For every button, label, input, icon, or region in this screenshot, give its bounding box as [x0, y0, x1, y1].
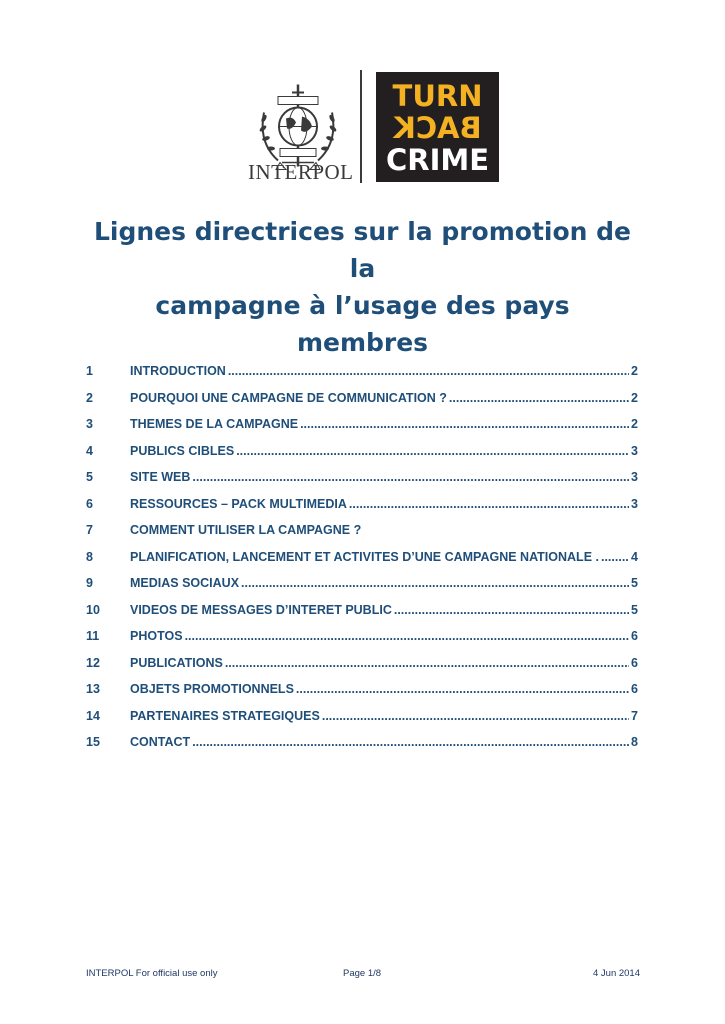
title-line-2: campagne à l’usage des pays membres: [155, 291, 570, 357]
toc-entry-label[interactable]: PUBLICATIONS: [130, 655, 223, 670]
toc-entry-page: 4: [631, 549, 638, 564]
footer-page-number: Page 1/8: [343, 968, 382, 979]
toc-entry-label[interactable]: PUBLICS CIBLES: [130, 443, 235, 458]
toc-entry-label[interactable]: POURQUOI UNE CAMPAGNE DE COMMUNICATION ?: [130, 390, 447, 405]
toc-entry-label[interactable]: CONTACT: [130, 735, 191, 750]
toc-entry-label[interactable]: COMMENT UTILISER LA CAMPAGNE ?: [130, 523, 362, 538]
interpol-wordmark: INTERPOL: [248, 160, 354, 184]
toc-entry-number: 15: [86, 735, 100, 750]
title-line-1: Lignes directrices sur la promotion de la: [93, 217, 632, 283]
logo-area: [248, 70, 500, 185]
toc-entry-label[interactable]: SITE WEB: [130, 470, 191, 485]
footer-classification: INTERPOL For official use only: [86, 968, 218, 979]
toc-entry-page: 8: [631, 735, 638, 750]
toc-entry-number: 7: [86, 523, 93, 538]
toc-dot-leader: [192, 735, 629, 749]
toc-entry[interactable]: [86, 703, 638, 730]
toc-entry-label[interactable]: MEDIAS SOCIAUX: [130, 576, 240, 591]
toc-entry-page: 3: [631, 443, 638, 458]
toc-entry[interactable]: [86, 729, 638, 756]
toc-entry[interactable]: [86, 411, 638, 438]
toc-entry-number: 4: [86, 443, 93, 458]
toc-entry-page: 6: [631, 629, 638, 644]
toc-entry[interactable]: [86, 491, 638, 518]
toc-dot-leader: [192, 470, 629, 484]
toc-entry-number: 3: [86, 417, 93, 432]
logo-divider: [360, 70, 362, 183]
toc-entry[interactable]: [86, 544, 638, 571]
toc-entry[interactable]: [86, 570, 638, 597]
toc-entry-label[interactable]: VIDEOS DE MESSAGES D’INTERET PUBLIC: [130, 602, 392, 617]
toc-entry-number: 5: [86, 470, 93, 485]
toc-entry-label[interactable]: PARTENAIRES STRATEGIQUES: [130, 708, 320, 723]
toc-entry-number: 12: [86, 655, 100, 670]
toc-entry-page: 5: [631, 602, 638, 617]
toc-entry[interactable]: [86, 676, 638, 703]
toc-entry[interactable]: [86, 623, 638, 650]
logo-line-turn: TURN: [392, 79, 483, 113]
toc-entry-number: 6: [86, 496, 93, 511]
toc-entry[interactable]: [86, 650, 638, 677]
toc-dot-leader: [394, 603, 629, 617]
toc-entry[interactable]: [86, 358, 638, 385]
toc-entry-page: 7: [631, 708, 638, 723]
toc-entry-page: 6: [631, 655, 638, 670]
toc-entry-number: 1: [86, 364, 93, 379]
toc-dot-leader: [185, 629, 629, 643]
toc-entry-page: 2: [631, 364, 638, 379]
document-title: [90, 213, 635, 361]
toc-entry-label[interactable]: PLANIFICATION, LANCEMENT ET ACTIVITES D’UNE CAMPAGNE NATIONALE .: [130, 549, 599, 564]
toc-entry-number: 13: [86, 682, 100, 697]
toc-dot-leader: [225, 656, 629, 670]
toc-entry-page: 6: [631, 682, 638, 697]
toc-entry-page: 2: [631, 417, 638, 432]
toc-entry-number: 2: [86, 390, 93, 405]
toc-entry-label[interactable]: RESSOURCES – PACK MULTIMEDIA: [130, 496, 347, 511]
toc-dot-leader: [601, 550, 629, 564]
toc-entry-label[interactable]: PHOTOS: [130, 629, 183, 644]
logo-line-crime: CRIME: [385, 143, 490, 177]
toc-entry[interactable]: [86, 597, 638, 624]
toc-dot-leader: [236, 444, 629, 458]
toc-entry-number: 14: [86, 708, 100, 723]
toc-entry-page: 5: [631, 576, 638, 591]
toc-entry-page: 2: [631, 390, 638, 405]
toc-dot-leader: [241, 576, 629, 590]
toc-entry[interactable]: [86, 517, 638, 544]
toc-entry[interactable]: [86, 438, 638, 465]
turn-back-crime-logo: [376, 72, 499, 182]
toc-entry-number: 11: [86, 629, 100, 644]
toc-dot-leader: [228, 364, 629, 378]
toc-entry-label[interactable]: INTRODUCTION: [130, 364, 226, 379]
toc-entry-number: 8: [86, 549, 93, 564]
toc-entry-label[interactable]: OBJETS PROMOTIONNELS: [130, 682, 294, 697]
table-of-contents: [86, 358, 638, 756]
toc-entry-number: 9: [86, 576, 93, 591]
toc-dot-leader: [300, 417, 629, 431]
toc-dot-leader: [449, 391, 629, 405]
toc-entry-label[interactable]: THEMES DE LA CAMPAGNE: [130, 417, 299, 432]
toc-dot-leader: [349, 497, 629, 511]
toc-entry-page: 3: [631, 470, 638, 485]
toc-entry-number: 10: [86, 602, 100, 617]
toc-dot-leader: [296, 682, 629, 696]
toc-entry[interactable]: [86, 464, 638, 491]
footer-date: 4 Jun 2014: [592, 968, 640, 979]
toc-entry-page: 3: [631, 496, 638, 511]
toc-dot-leader: [322, 709, 629, 723]
toc-entry[interactable]: [86, 385, 638, 412]
logo-line-back: BACK: [393, 111, 482, 145]
